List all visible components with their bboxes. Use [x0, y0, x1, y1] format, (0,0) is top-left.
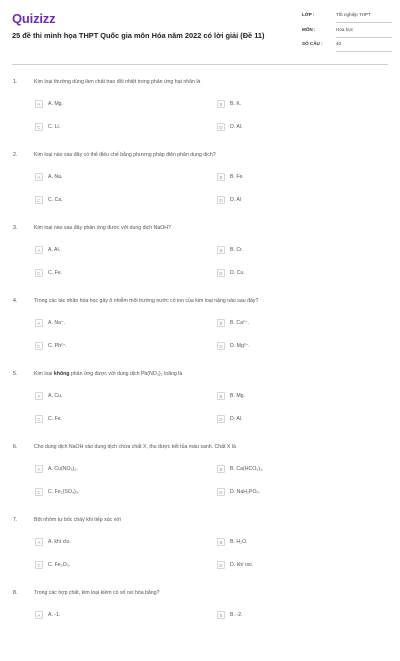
subject-value: Hóa học — [336, 27, 392, 38]
option-letter-box: C — [35, 342, 43, 350]
subject-row — [302, 27, 392, 42]
option-text: B. Ca(HCO₃)₂. — [230, 466, 264, 472]
option-letter-box: B — [217, 319, 225, 327]
option-c[interactable] — [35, 487, 79, 497]
class-row — [302, 12, 392, 27]
question — [0, 223, 400, 296]
option-text: D. NaH₂PO₄. — [230, 489, 261, 495]
question-list — [0, 77, 400, 661]
header-divider — [12, 64, 388, 65]
question-text: Bột nhôm tự bốc cháy khi tiếp xúc với — [34, 517, 121, 523]
option-text: C. Pb²⁺. — [48, 343, 67, 349]
option-text: A. Na. — [48, 174, 63, 180]
option-letter-box: B — [217, 100, 225, 108]
option-text: B. Cr. — [230, 247, 243, 253]
question-text-part: phản ứng được với dung dịch Pb(NO₃)₂ loãng là — [69, 371, 183, 377]
option-text: A. khí clo. — [48, 539, 71, 545]
question-count-row — [302, 41, 392, 56]
question-count-label: SỐ CÂU : — [302, 41, 323, 46]
option-letter-box: D — [217, 561, 225, 569]
option-letter-box: A — [35, 465, 43, 473]
question-text-part: Kim loại — [34, 371, 54, 377]
question-number: 4. — [13, 298, 18, 304]
option-b[interactable] — [217, 464, 264, 474]
option-letter-box: A — [35, 173, 43, 181]
option-c[interactable] — [35, 195, 63, 205]
option-a[interactable] — [35, 318, 65, 328]
question-number: 7. — [13, 517, 18, 523]
option-letter-box: D — [217, 488, 225, 496]
option-b[interactable] — [217, 172, 244, 182]
option-d[interactable] — [217, 195, 241, 205]
option-b[interactable] — [217, 318, 249, 328]
option-d[interactable] — [217, 487, 260, 497]
option-letter-box: A — [35, 246, 43, 254]
option-text: B. H₂O. — [230, 539, 248, 545]
option-letter-box: B — [217, 611, 225, 619]
question-text-emphasis: không — [53, 371, 70, 377]
question-count-value: 40 — [336, 41, 392, 52]
option-b[interactable] — [217, 245, 243, 255]
option-b[interactable] — [217, 537, 248, 547]
option-a[interactable] — [35, 99, 63, 109]
option-a[interactable] — [35, 537, 71, 547]
option-letter-box: A — [35, 100, 43, 108]
option-letter-box: D — [217, 415, 225, 423]
class-label: LỚP : — [302, 12, 315, 17]
quizizz-logo: Quizizz — [12, 11, 56, 26]
option-letter-box: C — [35, 196, 43, 204]
question-text: Kim loại nào sau đây phản ứng được với dung dịch NaOH? — [34, 225, 171, 231]
option-a[interactable] — [35, 610, 60, 620]
option-letter-box: C — [35, 415, 43, 423]
option-d[interactable] — [217, 341, 250, 351]
option-text: B. K. — [230, 101, 242, 107]
option-letter-box: B — [217, 246, 225, 254]
option-c[interactable] — [35, 341, 67, 351]
option-letter-box: A — [35, 611, 43, 619]
option-text: C. Fe₂(SO₄)₃. — [48, 489, 80, 495]
option-letter-box: D — [217, 269, 225, 277]
question — [0, 77, 400, 150]
option-text: D. Al. — [230, 124, 243, 130]
question-text: Trong các hợp chất, kim loại kiềm có số oxi hóa bằng? — [34, 590, 160, 596]
option-letter-box: A — [35, 538, 43, 546]
question-text: Trong các tác nhân hóa học gây ô nhiễm môi trường nước có ion của kim loại nặng nào sau đây? — [34, 298, 259, 304]
question-number: 1. — [13, 79, 18, 85]
option-letter-box: C — [35, 269, 43, 277]
option-text: D. khí oxi. — [230, 562, 254, 568]
question-number: 3. — [13, 225, 18, 231]
option-text: A. Al. — [48, 247, 61, 253]
option-a[interactable] — [35, 172, 62, 182]
question — [0, 296, 400, 369]
option-letter-box: B — [217, 173, 225, 181]
question — [0, 150, 400, 223]
option-text: D. Al. — [230, 416, 243, 422]
option-a[interactable] — [35, 391, 62, 401]
question — [0, 369, 400, 442]
question-number: 8. — [13, 590, 18, 596]
question-text: Kim loại thường dùng làm chất trao đổi nhiệt trong phản ứng hạt nhân là — [34, 79, 201, 85]
question-number: 2. — [13, 152, 18, 158]
option-letter-box: B — [217, 392, 225, 400]
option-text: D. Mg²⁺. — [230, 343, 250, 349]
option-letter-box: B — [217, 465, 225, 473]
question-text: Cho dung dịch NaOH vào dung dịch chứa chất X, thu được kết tủa màu xanh. Chất X là — [34, 444, 236, 450]
option-b[interactable] — [217, 391, 245, 401]
subject-label: MÔN : — [302, 26, 316, 32]
worksheet-meta — [302, 12, 392, 56]
option-a[interactable] — [35, 464, 78, 474]
option-text: A. Cu. — [48, 393, 63, 399]
class-value: Tốt nghiệp THPT — [336, 12, 392, 23]
option-d[interactable] — [217, 122, 242, 132]
option-text: B. Fe. — [230, 174, 244, 180]
question-text: Kim loại nào sau đây có thể điều chế bằng phương pháp điện phân dung dịch? — [34, 152, 216, 158]
option-letter-box: B — [217, 538, 225, 546]
option-b[interactable] — [217, 99, 241, 109]
option-text: C. Fe₂O₃. — [48, 562, 71, 568]
option-letter-box: A — [35, 319, 43, 327]
option-text: A. Cu(NO₃)₂. — [48, 466, 78, 472]
option-d[interactable] — [217, 268, 245, 278]
question — [0, 515, 400, 588]
option-text: C. Fe. — [48, 270, 63, 276]
question-number: 6. — [13, 444, 18, 450]
option-letter-box: D — [217, 342, 225, 350]
option-letter-box: A — [35, 392, 43, 400]
option-text: B. Mg. — [230, 393, 245, 399]
option-a[interactable] — [35, 245, 60, 255]
option-d[interactable] — [217, 560, 253, 570]
option-letter-box: D — [217, 123, 225, 131]
option-text: D. Al — [230, 197, 241, 203]
option-c[interactable] — [35, 268, 62, 278]
option-text: C. Fe. — [48, 416, 63, 422]
option-letter-box: C — [35, 488, 43, 496]
option-text: C. Li. — [48, 124, 61, 130]
option-c[interactable] — [35, 122, 60, 132]
option-c[interactable] — [35, 560, 70, 570]
option-text: D. Cu. — [230, 270, 245, 276]
question — [0, 588, 400, 661]
option-letter-box: C — [35, 123, 43, 131]
option-text: A. Na⁺. — [48, 320, 66, 326]
option-c[interactable] — [35, 414, 62, 424]
option-text: B. Ca²⁺. — [230, 320, 249, 326]
option-letter-box: C — [35, 561, 43, 569]
option-d[interactable] — [217, 414, 242, 424]
option-text: C. Ca. — [48, 197, 63, 203]
page-title: 25 đề thi minh họa THPT Quốc gia môn Hóa năm 2022 có lời giải (Đề 11) — [12, 31, 265, 40]
option-text: B. -2. — [230, 612, 243, 618]
question-text — [34, 371, 384, 377]
question-number: 5. — [13, 371, 18, 377]
option-text: A. -1. — [48, 612, 61, 618]
question — [0, 442, 400, 515]
option-letter-box: D — [217, 196, 225, 204]
option-b[interactable] — [217, 610, 242, 620]
option-text: A. Mg. — [48, 101, 63, 107]
